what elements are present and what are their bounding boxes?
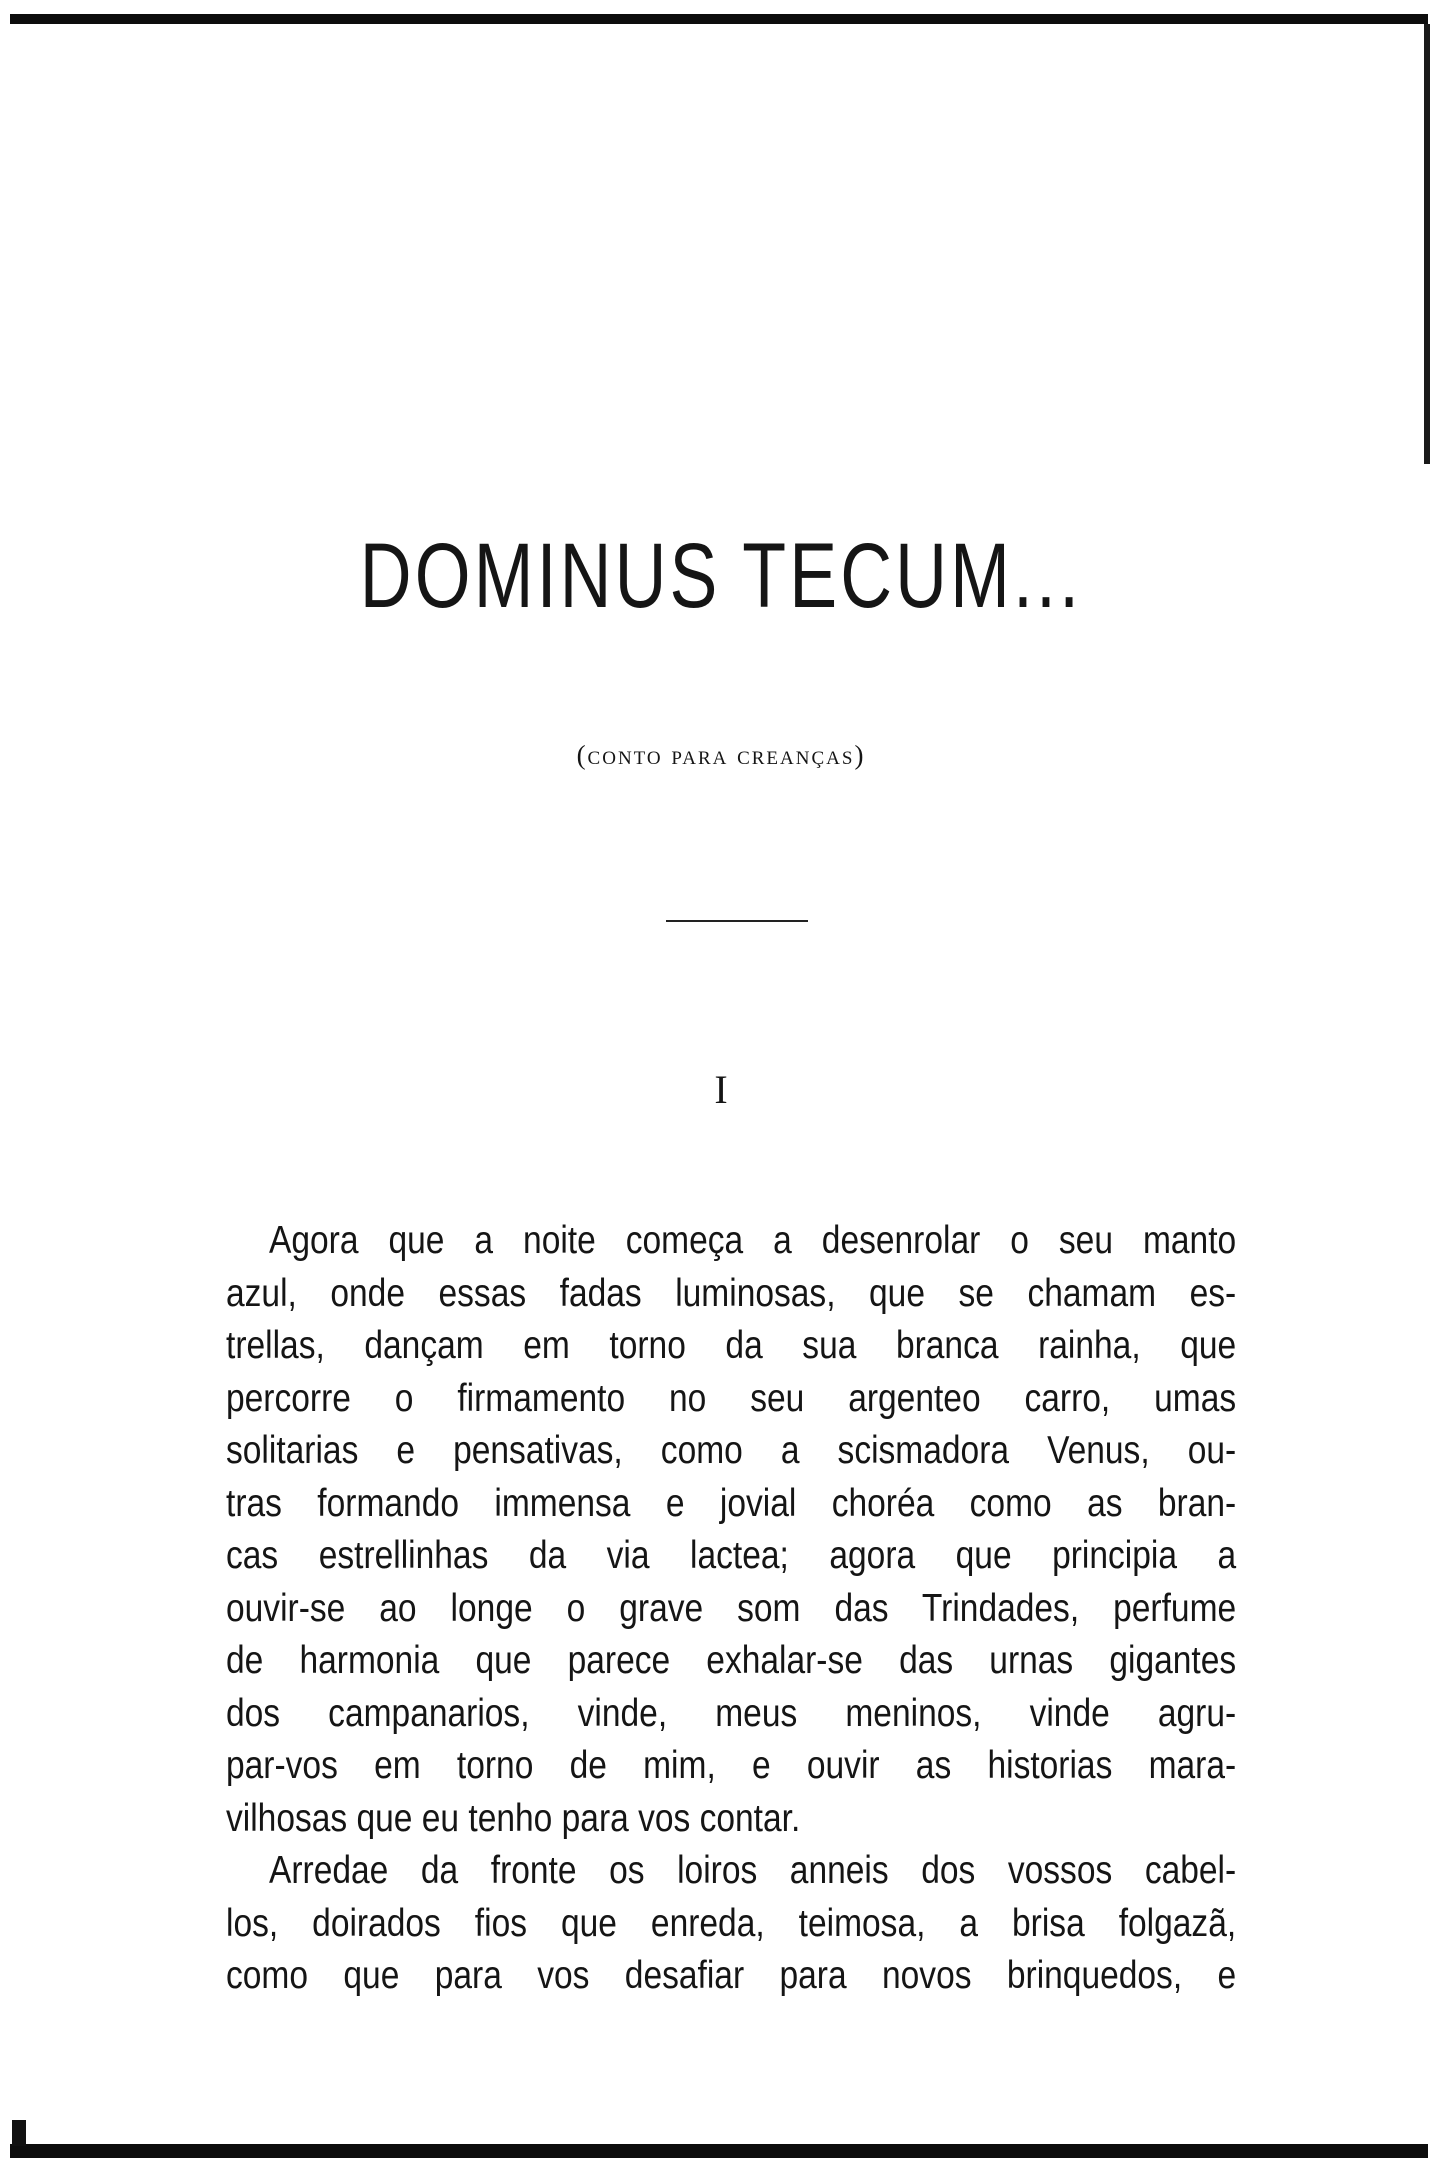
text-line: vilhosas que eu tenho para vos contar. (226, 1796, 801, 1840)
text-line: solitarias e pensativas, como a scismadora Venus, ou- (226, 1429, 1237, 1472)
text-line: percorre o firmamento no seu argenteo carro, umas (226, 1376, 1237, 1420)
text-line: los, doirados fios que enreda, teimosa, a brisa folgazã, (226, 1901, 1237, 1945)
text-line: como que para vos desafiar para novos brinquedos, e (226, 1954, 1237, 1997)
text-line: par-vos em torno de mim, e ouvir as historias mara- (226, 1744, 1237, 1787)
text-line: Agora que a noite começa a desenrolar o seu manto (269, 1219, 1237, 1262)
body-text (226, 1215, 1236, 2003)
text-line: ouvir-se ao longe o grave som das Trindades, perfume (226, 1586, 1237, 1630)
page-edge-mark (12, 2120, 26, 2146)
text-line: tras formando immensa e jovial choréa como as bran- (226, 1481, 1237, 1525)
page-edge-right (1424, 24, 1430, 464)
page-edge-top (10, 14, 1428, 24)
text-line: dos campanarios, vinde, meus meninos, vinde agru- (226, 1691, 1237, 1735)
text-line: trellas, dançam em torno da sua branca rainha, que (226, 1324, 1237, 1367)
text-line: de harmonia que parece exhalar-se das urnas gigantes (226, 1639, 1237, 1682)
page-edge-bottom (10, 2144, 1428, 2158)
page-title: DOMINUS TECUM... (359, 525, 1083, 627)
text-line: Arredae da fronte os loiros anneis dos vossos cabel- (269, 1849, 1237, 1892)
paragraph (226, 1215, 1236, 1845)
divider-rule (666, 920, 808, 922)
page-subtitle: (conto para creanças) (576, 740, 866, 770)
paragraph (226, 1845, 1236, 2003)
text-line: azul, onde essas fadas luminosas, que se chamam es- (226, 1271, 1237, 1315)
text-line: cas estrellinhas da via lactea; agora que principia a (226, 1534, 1237, 1577)
chapter-number: I (714, 1067, 728, 1112)
